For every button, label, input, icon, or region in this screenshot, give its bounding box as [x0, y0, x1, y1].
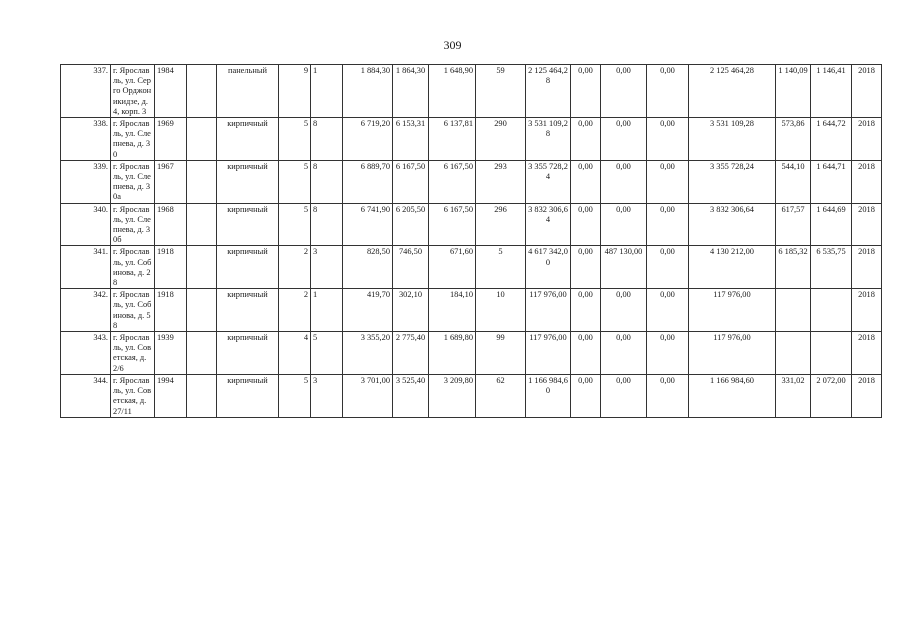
total-area-cell: 3 701,00	[343, 374, 393, 417]
row-number: 338.	[61, 118, 111, 161]
fund-federal-cell: 0,00	[571, 118, 601, 161]
address-cell: г. Ярославль, ул. Слепнева, д. 30б	[111, 203, 155, 246]
fund-owners-cell: 3 832 306,64	[689, 203, 776, 246]
address-cell: г. Ярославль, ул. Серго Орджоникидзе, д. 4, корп. 3	[111, 65, 155, 118]
fund-local-cell: 0,00	[647, 160, 689, 203]
entrances-cell: 1	[311, 289, 343, 332]
deadline-cell: 2018	[852, 118, 882, 161]
year-built-cell: 1918	[155, 289, 187, 332]
total-cost-cell: 3 832 306,64	[526, 203, 571, 246]
entrances-cell: 3	[311, 374, 343, 417]
living-area-cell: 6 205,50	[393, 203, 429, 246]
residents-cell: 5	[476, 246, 526, 289]
wall-material-cell: кирпичный	[217, 246, 279, 289]
max-cost-per-sqm-cell: 1 644,72	[811, 118, 852, 161]
cost-per-sqm-cell: 617,57	[776, 203, 811, 246]
year-built-cell: 1994	[155, 374, 187, 417]
renovation-year-cell	[187, 65, 217, 118]
total-cost-cell: 1 166 984,60	[526, 374, 571, 417]
fund-regional-cell: 0,00	[601, 160, 647, 203]
address-cell: г. Ярославль, ул. Собинова, д. 28	[111, 246, 155, 289]
deadline-cell: 2018	[852, 374, 882, 417]
deadline-cell: 2018	[852, 332, 882, 375]
floors-cell: 9	[279, 65, 311, 118]
row-number: 343.	[61, 332, 111, 375]
table-row	[61, 118, 882, 161]
entrances-cell: 3	[311, 246, 343, 289]
total-area-cell: 419,70	[343, 289, 393, 332]
wall-material-cell: кирпичный	[217, 374, 279, 417]
fund-owners-cell: 3 355 728,24	[689, 160, 776, 203]
living-area-cell: 1 864,30	[393, 65, 429, 118]
cost-per-sqm-cell	[776, 289, 811, 332]
fund-local-cell: 0,00	[647, 65, 689, 118]
fund-local-cell: 0,00	[647, 289, 689, 332]
residential-area-cell: 671,60	[429, 246, 476, 289]
deadline-cell: 2018	[852, 246, 882, 289]
renovation-year-cell	[187, 160, 217, 203]
residential-area-cell: 6 167,50	[429, 160, 476, 203]
floors-cell: 2	[279, 246, 311, 289]
living-area-cell: 3 525,40	[393, 374, 429, 417]
floors-cell: 2	[279, 289, 311, 332]
fund-regional-cell: 487 130,00	[601, 246, 647, 289]
table-row	[61, 203, 882, 246]
row-number: 341.	[61, 246, 111, 289]
residential-area-cell: 3 209,80	[429, 374, 476, 417]
fund-local-cell: 0,00	[647, 374, 689, 417]
total-cost-cell: 2 125 464,28	[526, 65, 571, 118]
floors-cell: 5	[279, 118, 311, 161]
fund-local-cell: 0,00	[647, 246, 689, 289]
wall-material-cell: кирпичный	[217, 118, 279, 161]
total-cost-cell: 3 531 109,28	[526, 118, 571, 161]
deadline-cell: 2018	[852, 203, 882, 246]
living-area-cell: 2 775,40	[393, 332, 429, 375]
fund-local-cell: 0,00	[647, 118, 689, 161]
address-cell: г. Ярославль, ул. Советская, д. 2/6	[111, 332, 155, 375]
fund-regional-cell: 0,00	[601, 332, 647, 375]
fund-federal-cell: 0,00	[571, 374, 601, 417]
deadline-cell: 2018	[852, 289, 882, 332]
fund-regional-cell: 0,00	[601, 203, 647, 246]
max-cost-per-sqm-cell: 6 535,75	[811, 246, 852, 289]
table-row	[61, 289, 882, 332]
renovation-year-cell	[187, 332, 217, 375]
address-cell: г. Ярославль, ул. Советская, д. 27/11	[111, 374, 155, 417]
total-area-cell: 6 741,90	[343, 203, 393, 246]
fund-regional-cell: 0,00	[601, 118, 647, 161]
residents-cell: 296	[476, 203, 526, 246]
table-row	[61, 246, 882, 289]
fund-owners-cell: 3 531 109,28	[689, 118, 776, 161]
residents-cell: 62	[476, 374, 526, 417]
year-built-cell: 1969	[155, 118, 187, 161]
cost-per-sqm-cell: 544,10	[776, 160, 811, 203]
row-number: 339.	[61, 160, 111, 203]
fund-local-cell: 0,00	[647, 332, 689, 375]
fund-owners-cell: 117 976,00	[689, 332, 776, 375]
row-number: 340.	[61, 203, 111, 246]
living-area-cell: 6 167,50	[393, 160, 429, 203]
entrances-cell: 1	[311, 65, 343, 118]
fund-regional-cell: 0,00	[601, 65, 647, 118]
fund-federal-cell: 0,00	[571, 246, 601, 289]
floors-cell: 5	[279, 374, 311, 417]
address-cell: г. Ярославль, ул. Слепнева, д. 30	[111, 118, 155, 161]
cost-per-sqm-cell: 331,02	[776, 374, 811, 417]
renovation-year-cell	[187, 374, 217, 417]
table-row	[61, 65, 882, 118]
cost-per-sqm-cell	[776, 332, 811, 375]
residential-area-cell: 1 648,90	[429, 65, 476, 118]
total-area-cell: 828,50	[343, 246, 393, 289]
total-area-cell: 6 889,70	[343, 160, 393, 203]
residents-cell: 10	[476, 289, 526, 332]
cost-per-sqm-cell: 573,86	[776, 118, 811, 161]
page-number: 309	[443, 38, 462, 52]
address-cell: г. Ярославль, ул. Собинова, д. 58	[111, 289, 155, 332]
renovation-year-cell	[187, 118, 217, 161]
floors-cell: 5	[279, 203, 311, 246]
residential-area-cell: 184,10	[429, 289, 476, 332]
total-cost-cell: 117 976,00	[526, 332, 571, 375]
residents-cell: 99	[476, 332, 526, 375]
living-area-cell: 6 153,31	[393, 118, 429, 161]
total-area-cell: 6 719,20	[343, 118, 393, 161]
fund-regional-cell: 0,00	[601, 289, 647, 332]
residents-cell: 293	[476, 160, 526, 203]
fund-federal-cell: 0,00	[571, 332, 601, 375]
fund-federal-cell: 0,00	[571, 160, 601, 203]
year-built-cell: 1968	[155, 203, 187, 246]
table-row	[61, 160, 882, 203]
residents-cell: 290	[476, 118, 526, 161]
row-number: 342.	[61, 289, 111, 332]
total-area-cell: 1 884,30	[343, 65, 393, 118]
residential-area-cell: 1 689,80	[429, 332, 476, 375]
residential-area-cell: 6 137,81	[429, 118, 476, 161]
fund-owners-cell: 2 125 464,28	[689, 65, 776, 118]
living-area-cell: 746,50	[393, 246, 429, 289]
year-built-cell: 1918	[155, 246, 187, 289]
cost-per-sqm-cell: 1 140,09	[776, 65, 811, 118]
fund-owners-cell: 4 130 212,00	[689, 246, 776, 289]
floors-cell: 4	[279, 332, 311, 375]
fund-federal-cell: 0,00	[571, 203, 601, 246]
total-cost-cell: 3 355 728,24	[526, 160, 571, 203]
fund-owners-cell: 117 976,00	[689, 289, 776, 332]
year-built-cell: 1967	[155, 160, 187, 203]
row-number: 337.	[61, 65, 111, 118]
renovation-year-cell	[187, 246, 217, 289]
max-cost-per-sqm-cell: 2 072,00	[811, 374, 852, 417]
renovation-year-cell	[187, 203, 217, 246]
floors-cell: 5	[279, 160, 311, 203]
max-cost-per-sqm-cell	[811, 289, 852, 332]
year-built-cell: 1939	[155, 332, 187, 375]
fund-owners-cell: 1 166 984,60	[689, 374, 776, 417]
wall-material-cell: панельный	[217, 65, 279, 118]
table-row	[61, 374, 882, 417]
entrances-cell: 8	[311, 160, 343, 203]
registry-table	[60, 64, 882, 418]
max-cost-per-sqm-cell	[811, 332, 852, 375]
wall-material-cell: кирпичный	[217, 332, 279, 375]
entrances-cell: 8	[311, 203, 343, 246]
total-area-cell: 3 355,20	[343, 332, 393, 375]
residents-cell: 59	[476, 65, 526, 118]
max-cost-per-sqm-cell: 1 146,41	[811, 65, 852, 118]
table-row	[61, 332, 882, 375]
renovation-year-cell	[187, 289, 217, 332]
fund-local-cell: 0,00	[647, 203, 689, 246]
fund-regional-cell: 0,00	[601, 374, 647, 417]
row-number: 344.	[61, 374, 111, 417]
residential-area-cell: 6 167,50	[429, 203, 476, 246]
address-cell: г. Ярославль, ул. Слепнева, д. 30а	[111, 160, 155, 203]
entrances-cell: 8	[311, 118, 343, 161]
entrances-cell: 5	[311, 332, 343, 375]
cost-per-sqm-cell: 6 185,32	[776, 246, 811, 289]
max-cost-per-sqm-cell: 1 644,71	[811, 160, 852, 203]
total-cost-cell: 4 617 342,00	[526, 246, 571, 289]
deadline-cell: 2018	[852, 65, 882, 118]
living-area-cell: 302,10	[393, 289, 429, 332]
year-built-cell: 1984	[155, 65, 187, 118]
deadline-cell: 2018	[852, 160, 882, 203]
wall-material-cell: кирпичный	[217, 289, 279, 332]
fund-federal-cell: 0,00	[571, 289, 601, 332]
registry-body	[61, 65, 882, 418]
wall-material-cell: кирпичный	[217, 203, 279, 246]
fund-federal-cell: 0,00	[571, 65, 601, 118]
total-cost-cell: 117 976,00	[526, 289, 571, 332]
max-cost-per-sqm-cell: 1 644,69	[811, 203, 852, 246]
wall-material-cell: кирпичный	[217, 160, 279, 203]
